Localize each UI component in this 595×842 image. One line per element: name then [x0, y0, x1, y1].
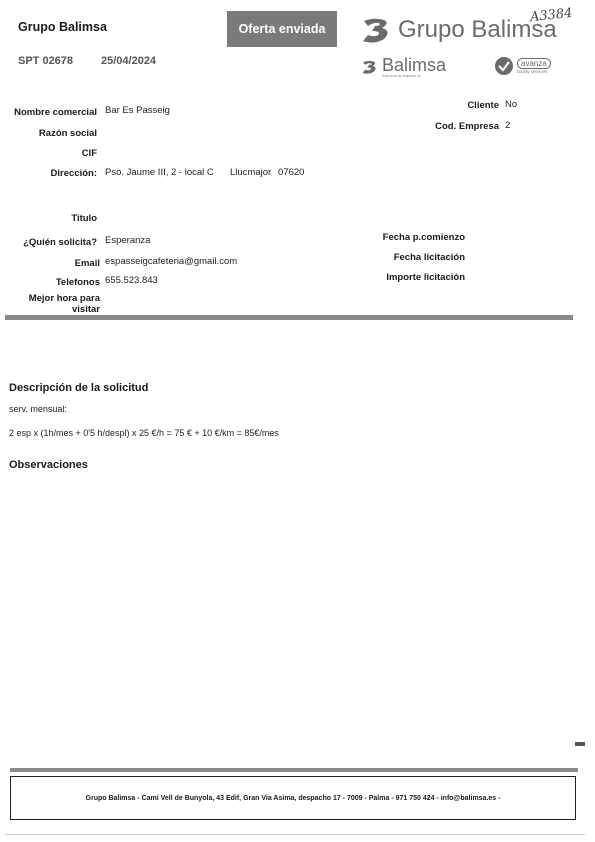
label-nombre-comercial: Nombre comercial: [14, 107, 97, 118]
label-mejor-hora: [5, 293, 100, 315]
label-direccion: Dirección:: [50, 168, 97, 179]
descripcion-line1: serv. mensual:: [9, 404, 67, 414]
avanza-check-icon: [494, 56, 514, 76]
label-mejor-hora-line2: visitar: [72, 304, 100, 315]
balimsa-small-b-icon: [360, 59, 380, 75]
avanza-logo: [494, 56, 551, 76]
label-cod-empresa: Cod. Empresa: [435, 121, 499, 132]
observaciones-heading: Observaciones: [9, 459, 88, 471]
handwritten-note: A3384: [529, 5, 574, 26]
label-quien-solicita: ¿Quién solicita?: [23, 237, 97, 248]
label-cliente: Cliente: [467, 100, 499, 111]
document-date: 25/04/2024: [101, 55, 157, 67]
balimsa-sub-logo: [360, 56, 446, 78]
label-fecha-comienzo: Fecha p.comienzo: [382, 232, 465, 243]
avanza-tagline: facility services: [517, 69, 548, 74]
footer-box: [10, 776, 576, 820]
value-direccion: Pso. Jaume III, 2 - local C: [105, 167, 214, 178]
margin-mark: [575, 742, 585, 746]
label-importe-licitacion: Importe licitación: [386, 272, 465, 283]
avanza-text: avanza: [517, 58, 551, 69]
label-fecha-licitacion: Fecha licitación: [393, 252, 465, 263]
logo-sub-text: Balimsa: [382, 55, 447, 75]
balimsa-b-icon: [360, 15, 394, 45]
label-telefonos: Telefonos: [55, 277, 100, 288]
company-name: Grupo Balimsa: [18, 20, 107, 34]
grupo-balimsa-logo: [360, 15, 557, 45]
descripcion-line2: 2 esp x (1h/mes + 0'5 h/despl) x 25 €/h = 75 € + 10 €/km = 85€/mes: [9, 428, 279, 438]
bottom-line: [5, 834, 585, 835]
value-quien-solicita: Esperanza: [105, 235, 151, 246]
value-email[interactable]: espasseigcafeteria@gmail.com: [105, 256, 238, 267]
label-mejor-hora-line1: Mejor hora para: [28, 293, 100, 304]
footer-separator: [10, 768, 578, 772]
value-ciudad: Llucmajor: [230, 167, 272, 178]
logo-main-text: Grupo Balimsa: [398, 16, 557, 43]
descripcion-heading: Descripción de la solicitud: [9, 382, 149, 394]
label-email: Email: [74, 258, 100, 269]
status-button[interactable]: Oferta enviada: [227, 11, 337, 47]
value-cliente: No: [505, 99, 518, 110]
value-nombre-comercial: Bar Es Passeig: [105, 105, 170, 116]
label-titulo: Titulo: [71, 213, 97, 224]
label-razon-social: Razón social: [38, 128, 97, 139]
reference-code: SPT 02678: [18, 55, 74, 67]
label-cif: CIF: [81, 148, 97, 159]
header-separator: [5, 315, 573, 320]
value-codigo-postal: 07620: [278, 167, 305, 178]
value-telefonos: 655.523.843: [105, 275, 158, 286]
footer-text: Grupo Balimsa - Cami Vell de Bunyola, 43 Edif, Gran Via Asima, despacho 17 - 7009 - Palma - 971 750 424 - info@balimsa.es -: [85, 794, 501, 802]
value-cod-empresa: 2: [505, 120, 511, 131]
logo-sub-tagline: Solucions de limpieza sa: [382, 74, 421, 78]
